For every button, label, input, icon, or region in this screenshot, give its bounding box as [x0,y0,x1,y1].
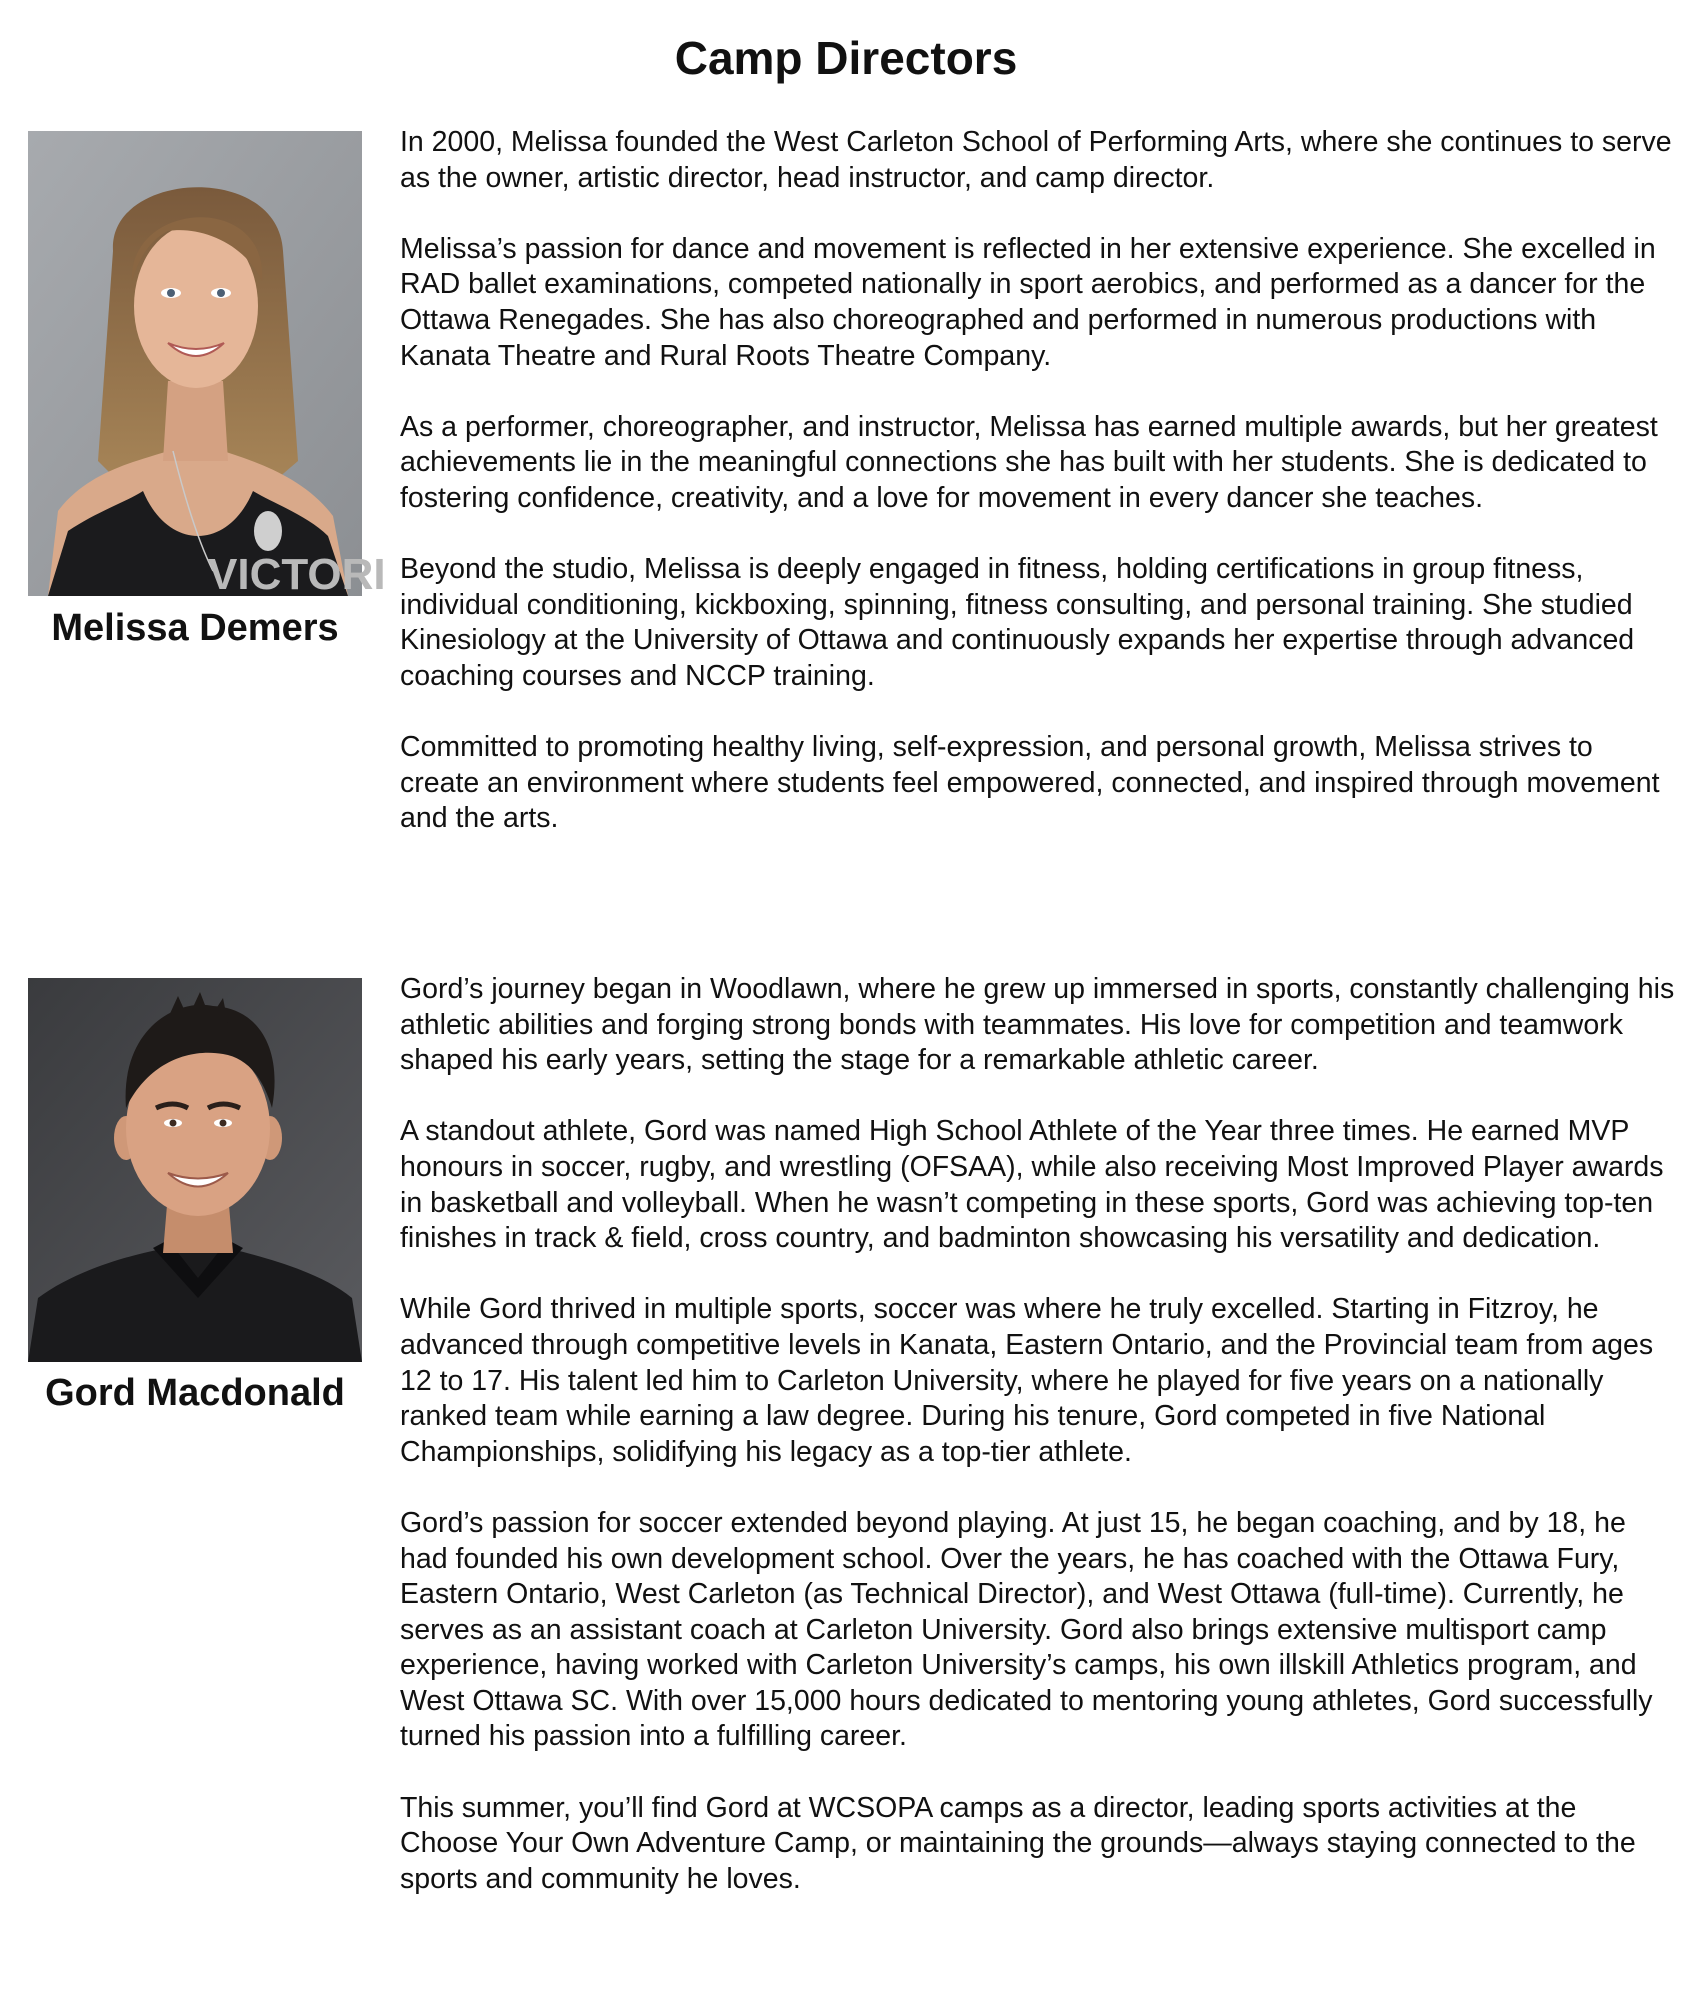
woman-portrait-photo-icon [28,131,386,599]
page-title: Camp Directors [674,32,1018,84]
director-name-melissa: Melissa Demers [51,607,339,649]
bio-paragraph: As a performer, choreographer, and instructor, Melissa has earned multiple awards, but her greatest achievements lie in the meaningful connections she has built with her students. She is dedicated to fostering confidence, creativity, and a love for movement in every dancer she teaches. [400,410,1658,514]
shirt-text: VICTORI [208,550,386,599]
bio-melissa [400,125,1675,837]
bio-paragraph: Committed to promoting healthy living, self-expression, and personal growth, Melissa strives to create an environment where students feel empowered, connected, and inspired through movement and the arts. [400,731,1660,835]
bio-paragraph: A standout athlete, Gord was named High School Athlete of the Year three times. He earned MVP honours in soccer, rugby, and wrestling (OFSAA), while also receiving Most Improved Player awards in basketball and volleyball. When he wasn’t competing in these sports, Gord was achieving top-ten finishes in track & field, cross country, and badminton showcasing his versatility and dedication. [400,1115,1664,1255]
bio-paragraph: This summer, you’ll find Gord at WCSOPA camps as a director, leading sports activities at the Choose Your Own Adventure Camp, or maintaining the grounds—always staying connected to the sports and community he loves. [400,1791,1636,1895]
bio-paragraph: In 2000, Melissa founded the West Carleton School of Performing Arts, where she continues to serve as the owner, artistic director, head instructor, and camp director. [400,126,1672,194]
director-name-gord: Gord Macdonald [45,1372,345,1414]
bio-gord [400,972,1675,1897]
gord-photo [28,978,362,1362]
bio-paragraph: Beyond the studio, Melissa is deeply engaged in fitness, holding certifications in group fitness, individual conditioning, kickboxing, spinning, fitness consulting, and personal training. She studied Kinesiology at the University of Ottawa and continuously expands her expertise through advanced coaching courses and NCCP training. [400,553,1635,692]
bio-paragraph: Gord’s passion for soccer extended beyond playing. At just 15, he began coaching, and by 18, he had founded his own development school. Over the years, he has coached with the Ottawa Fury, Eastern Ontario, West Carleton (as Technical Director), and West Ottawa (full-time). Currently, he serves as an assistant coach at Carleton University. Gord also brings extensive multisport camp experience, having worked with Carleton University’s camps, his own illskill Athletics program, and West Ottawa SC. With over 15,000 hours dedicated to mentoring young athletes, Gord successfully turned his passion into a fulfilling career. [400,1506,1653,1753]
man-portrait-photo-icon [28,978,362,1362]
bio-paragraph: Melissa’s passion for dance and movement is reflected in her extensive experience. She excelled in RAD ballet examinations, competed nationally in sport aerobics, and performed as a dancer for the Ottawa Renegades. She has also choreographed and performed in numerous productions with Kanata Theatre and Rural Roots Theatre Company. [400,232,1656,372]
melissa-photo [28,131,386,599]
bio-paragraph: While Gord thrived in multiple sports, soccer was where he truly excelled. Starting in Fitzroy, he advanced through competitive levels in Kanata, Eastern Ontario, and the Provincial team from ages 12 to 17. His talent led him to Carleton University, where he played for five years on a nationally ranked team while earning a law degree. During his tenure, Gord competed in five National Championships, solidifying his legacy as a top-tier athlete. [400,1293,1654,1468]
bio-paragraph: Gord’s journey began in Woodlawn, where he grew up immersed in sports, constantly challenging his athletic abilities and forging strong bonds with teammates. His love for competition and teamwork shaped his early years, setting the stage for a remarkable athletic career. [400,973,1675,1077]
